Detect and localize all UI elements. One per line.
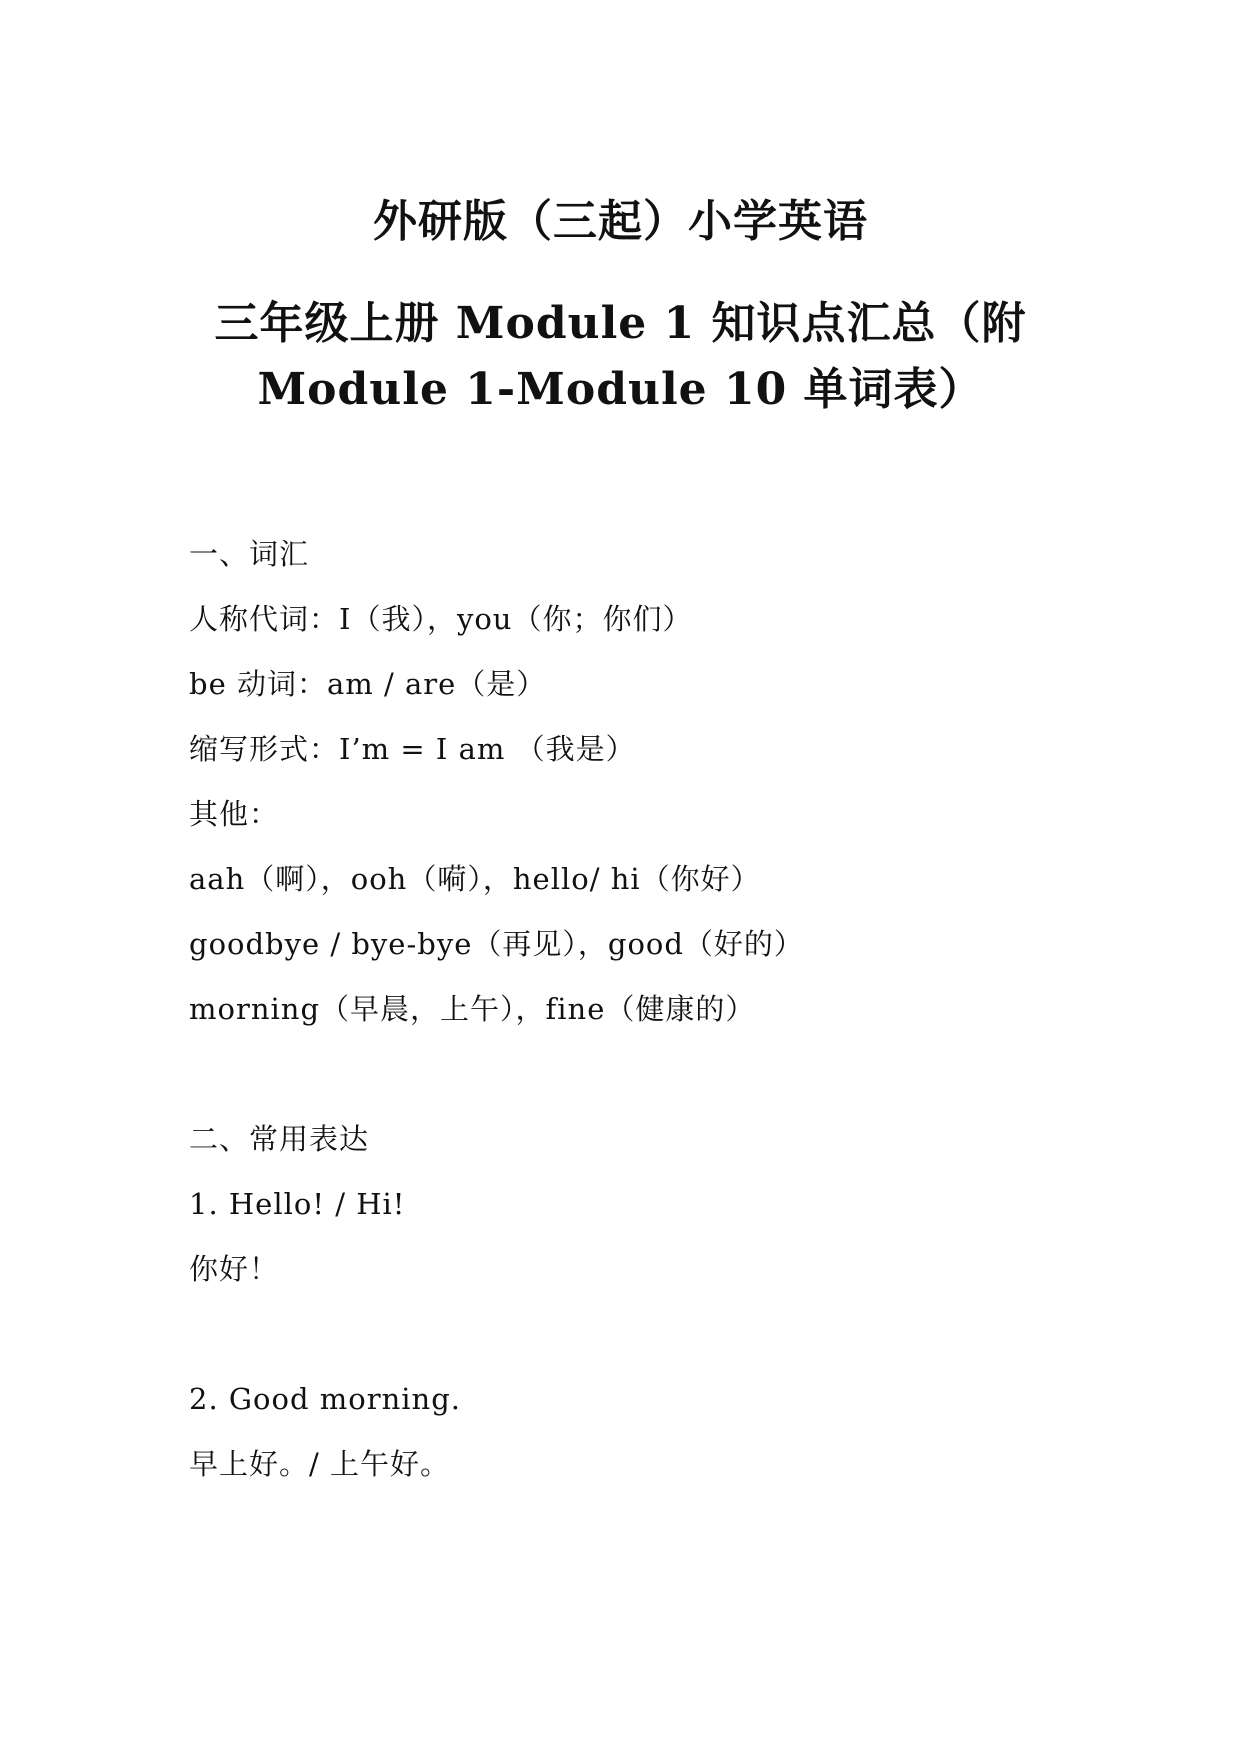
document-body: [189, 532, 1189, 1507]
document-title-line-3: Module 1-Module 10 单词表）: [257, 364, 984, 415]
vocabulary-line: goodbye / bye-bye（再见），good（好的）: [189, 927, 804, 961]
vocabulary-line: be 动词：am / are（是）: [189, 667, 547, 701]
expression-english: 1. Hello! / Hi!: [189, 1187, 406, 1221]
vocabulary-line: 缩写形式：I’m = I am （我是）: [189, 732, 636, 766]
document-title-line-1: 外研版（三起）小学英语: [373, 196, 868, 247]
expressions-heading: 二、常用表达: [189, 1122, 370, 1156]
expression-chinese: 你好！: [189, 1252, 280, 1286]
vocabulary-line: 其他：: [189, 797, 280, 831]
vocabulary-heading: 一、词汇: [189, 537, 310, 571]
vocabulary-line: 人称代词：I（我），you（你；你们）: [189, 602, 693, 636]
vocabulary-line: aah（啊），ooh（嗬），hello/ hi（你好）: [189, 862, 761, 896]
vocabulary-line: morning（早晨，上午），fine（健康的）: [189, 992, 756, 1026]
expression-english: 2. Good morning.: [189, 1382, 461, 1416]
item-spacer: [189, 1312, 1189, 1377]
section-spacer: [189, 1052, 1189, 1117]
expression-chinese: 早上好。/ 上午好。: [189, 1447, 450, 1481]
document-title-line-2: 三年级上册 Module 1 知识点汇总（附: [214, 298, 1027, 349]
